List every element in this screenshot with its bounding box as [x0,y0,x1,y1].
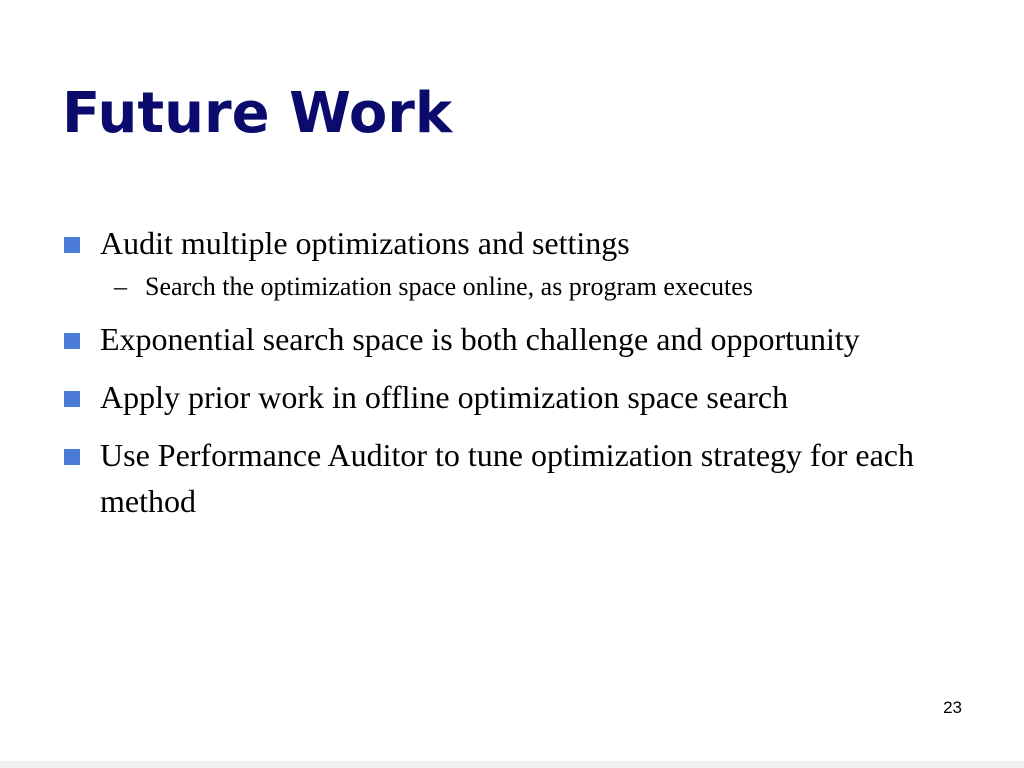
bullet-item [62,374,982,420]
bullet-item [62,220,982,304]
slide-title: Future Work [62,81,453,146]
bullet-text: Use Performance Auditor to tune optimization strategy for each method [100,437,914,519]
bullet-list [62,220,982,536]
bottom-divider [0,761,1024,768]
bullet-text: Apply prior work in offline optimization space search [100,379,789,415]
square-bullet-icon [64,333,80,349]
square-bullet-icon [64,391,80,407]
bullet-item [62,432,982,524]
bullet-item [62,316,982,362]
dash-bullet-icon: – [114,272,127,301]
sub-bullet-text: Search the optimization space online, as program executes [145,272,753,301]
bullet-text: Audit multiple optimizations and settings [100,225,630,261]
square-bullet-icon [64,237,80,253]
slide-number: 23 [943,698,962,717]
square-bullet-icon [64,449,80,465]
sub-bullet-item [100,270,982,304]
bullet-text: Exponential search space is both challenge and opportunity [100,321,860,357]
sub-bullet-list [100,270,982,304]
